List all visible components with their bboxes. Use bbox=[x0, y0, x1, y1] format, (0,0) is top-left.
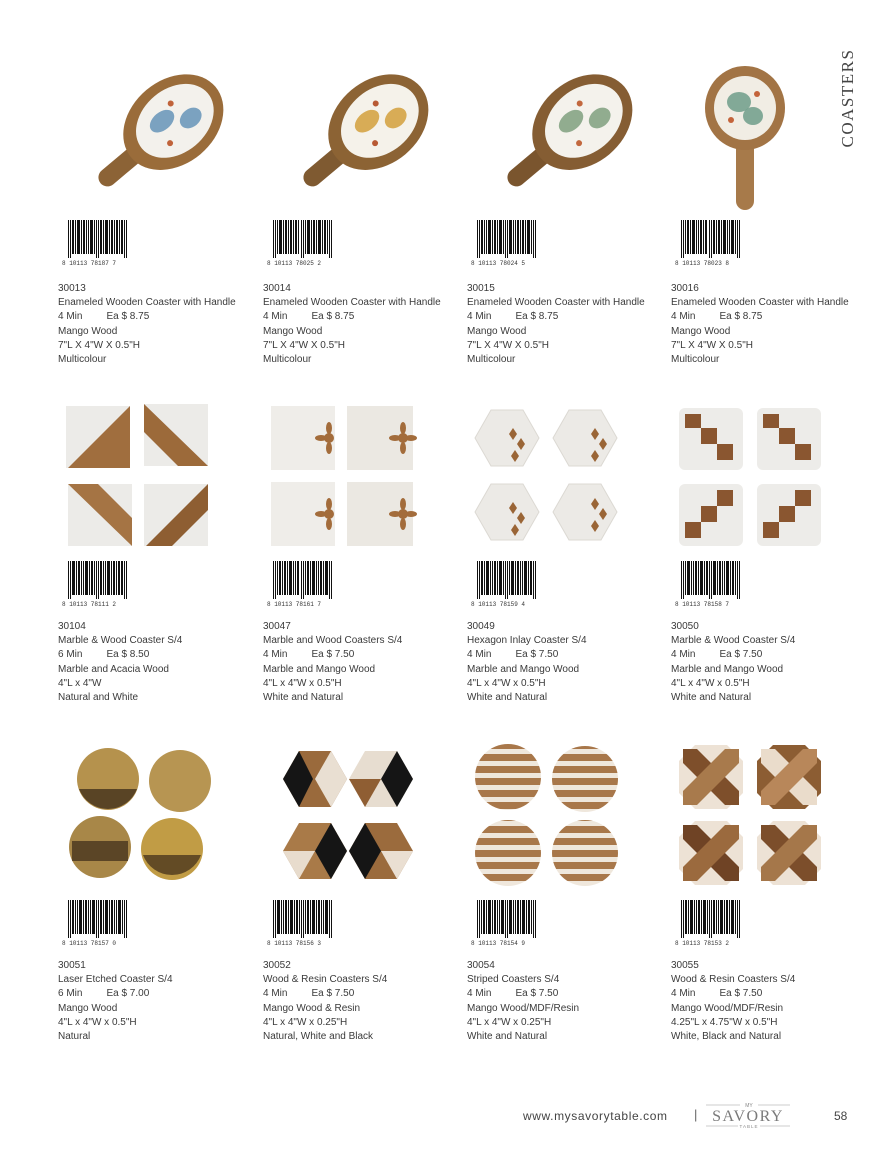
product-min-price bbox=[58, 310, 236, 324]
product-color: Natural bbox=[58, 1030, 91, 1042]
product-info bbox=[467, 959, 579, 1044]
barcode bbox=[675, 561, 745, 611]
product-image-wood-resin-octagons bbox=[671, 737, 871, 887]
barcode bbox=[267, 900, 337, 950]
product-price: Ea $ 7.50 bbox=[311, 988, 355, 1000]
product-min: 4 Min bbox=[58, 311, 83, 323]
product-min: 4 Min bbox=[467, 988, 492, 1000]
product-dimensions: 7"L X 4"W X 0.5"H bbox=[58, 339, 140, 351]
product-sku: 30104 bbox=[58, 621, 86, 632]
product-info bbox=[58, 620, 182, 705]
product-dimensions: 7"L X 4"W X 0.5"H bbox=[263, 339, 345, 351]
logo-my: MY bbox=[745, 1103, 753, 1109]
product-dimensions: 4.25"L x 4.75"W x 0.5"H bbox=[671, 1016, 778, 1028]
barcode-number: 8 10113 78023 8 bbox=[675, 260, 730, 267]
product-sku: 30052 bbox=[263, 960, 291, 971]
website-link[interactable]: www.mysavorytable.com bbox=[523, 1109, 668, 1123]
product-min-price bbox=[263, 987, 387, 1001]
barcode-bars bbox=[681, 220, 741, 258]
product-color: Natural, White and Black bbox=[263, 1030, 374, 1042]
product-image-handle-coaster-upright bbox=[671, 60, 871, 210]
barcode-bars bbox=[477, 900, 537, 938]
product-image-laser-etched-coasters bbox=[58, 737, 258, 887]
barcode-bars bbox=[477, 561, 537, 599]
product-price: Ea $ 7.50 bbox=[515, 988, 559, 1000]
barcode-bars bbox=[68, 220, 128, 258]
barcode-number: 8 10113 78156 3 bbox=[267, 940, 322, 947]
product-color: White and Natural bbox=[263, 691, 344, 703]
product-dimensions: 4"L x 4"W x 0.25"H bbox=[263, 1016, 348, 1028]
product-min-price bbox=[263, 310, 441, 324]
product-image-handle-coaster-green bbox=[467, 60, 667, 210]
product-min: 4 Min bbox=[671, 649, 696, 661]
product-min-price bbox=[671, 648, 795, 662]
product-image-striped-coasters bbox=[467, 737, 667, 887]
product-name: Enameled Wooden Coaster with Handle bbox=[671, 297, 849, 309]
product-min-price bbox=[467, 987, 579, 1001]
product-color: Natural and White bbox=[58, 691, 139, 703]
product-price: Ea $ 7.50 bbox=[719, 649, 763, 661]
barcode-number: 8 10113 78025 2 bbox=[267, 260, 322, 267]
product-info bbox=[671, 959, 795, 1044]
barcode-bars bbox=[68, 900, 128, 938]
product-image-marble-wood-triangles bbox=[58, 398, 258, 548]
product-sku: 30013 bbox=[58, 283, 86, 294]
product-dimensions: 4"L x 4"W x 0.5"H bbox=[671, 677, 750, 689]
barcode-bars bbox=[273, 220, 333, 258]
product-image-marble-step-inlay bbox=[671, 398, 871, 548]
product-min-price bbox=[467, 310, 645, 324]
product-dimensions: 7"L X 4"W X 0.5"H bbox=[671, 339, 753, 351]
product-material: Marble and Acacia Wood bbox=[58, 663, 169, 675]
product-min: 4 Min bbox=[671, 988, 696, 1000]
product-price: Ea $ 8.75 bbox=[719, 311, 763, 323]
barcode-number: 8 10113 78154 9 bbox=[471, 940, 526, 947]
footer-separator: | bbox=[694, 1107, 698, 1122]
logo-table: TABLE bbox=[739, 1124, 759, 1129]
product-material: Mango Wood & Resin bbox=[263, 1002, 361, 1014]
barcode bbox=[675, 900, 745, 950]
product-name: Laser Etched Coaster S/4 bbox=[58, 974, 173, 986]
product-dimensions: 4"L x 4"W x 0.5"H bbox=[263, 677, 342, 689]
product-min-price bbox=[467, 648, 587, 662]
product-min-price bbox=[58, 648, 182, 662]
product-min: 4 Min bbox=[263, 311, 288, 323]
product-image-marble-flower-inlay bbox=[263, 398, 463, 548]
barcode bbox=[267, 561, 337, 611]
product-price: Ea $ 7.50 bbox=[311, 649, 355, 661]
product-sku: 30054 bbox=[467, 960, 495, 971]
product-price: Ea $ 7.00 bbox=[106, 988, 150, 1000]
barcode-bars bbox=[273, 561, 333, 599]
product-info bbox=[263, 959, 387, 1044]
barcode bbox=[471, 900, 541, 950]
product-image-wood-resin-hexagons bbox=[263, 737, 463, 887]
product-min-price bbox=[58, 987, 173, 1001]
section-title: COASTERS bbox=[838, 48, 857, 148]
product-min: 4 Min bbox=[263, 649, 288, 661]
barcode-number: 8 10113 78187 7 bbox=[62, 260, 117, 267]
product-dimensions: 4"L x 4"W bbox=[58, 677, 102, 689]
product-price: Ea $ 8.75 bbox=[106, 311, 150, 323]
page-number: 58 bbox=[834, 1109, 848, 1123]
product-color: White and Natural bbox=[467, 1030, 548, 1042]
barcode-number: 8 10113 78153 2 bbox=[675, 940, 730, 947]
barcode-number: 8 10113 78161 7 bbox=[267, 601, 322, 608]
page-footer bbox=[0, 1097, 890, 1137]
barcode-bars bbox=[68, 561, 128, 599]
barcode-number: 8 10113 78111 2 bbox=[62, 601, 117, 608]
product-material: Mango Wood bbox=[671, 325, 731, 337]
product-name: Striped Coasters S/4 bbox=[467, 974, 560, 986]
product-info bbox=[58, 282, 236, 367]
product-info bbox=[671, 620, 795, 705]
product-info bbox=[467, 282, 645, 367]
product-dimensions: 4"L x 4"W x 0.5"H bbox=[58, 1016, 137, 1028]
product-material: Mango Wood bbox=[467, 325, 527, 337]
barcode-number: 8 10113 78158 7 bbox=[675, 601, 730, 608]
product-image-handle-coaster-blue bbox=[58, 60, 258, 210]
barcode bbox=[675, 220, 745, 270]
product-color: Multicolour bbox=[58, 353, 107, 365]
product-dimensions: 4"L x 4"W x 0.25"H bbox=[467, 1016, 552, 1028]
product-info bbox=[263, 620, 402, 705]
product-price: Ea $ 8.75 bbox=[311, 311, 355, 323]
product-material: Mango Wood/MDF/Resin bbox=[671, 1002, 784, 1014]
product-min: 4 Min bbox=[467, 311, 492, 323]
product-info bbox=[671, 282, 849, 367]
product-material: Marble and Mango Wood bbox=[467, 663, 580, 675]
product-sku: 30015 bbox=[467, 283, 495, 294]
product-name: Wood & Resin Coasters S/4 bbox=[263, 974, 388, 986]
barcode bbox=[62, 561, 132, 611]
barcode-bars bbox=[681, 561, 741, 599]
barcode bbox=[62, 900, 132, 950]
product-color: Multicolour bbox=[263, 353, 312, 365]
logo-savory: SAVORY bbox=[712, 1108, 784, 1125]
product-image-hexagon-inlay bbox=[467, 398, 667, 548]
product-min: 6 Min bbox=[58, 649, 83, 661]
product-min: 4 Min bbox=[467, 649, 492, 661]
product-min-price bbox=[263, 648, 402, 662]
product-name: Enameled Wooden Coaster with Handle bbox=[467, 297, 645, 309]
product-sku: 30014 bbox=[263, 283, 291, 294]
product-color: White, Black and Natural bbox=[671, 1030, 782, 1042]
product-dimensions: 4"L x 4"W x 0.5"H bbox=[467, 677, 546, 689]
product-price: Ea $ 7.50 bbox=[719, 988, 763, 1000]
product-color: White and Natural bbox=[671, 691, 752, 703]
barcode bbox=[471, 561, 541, 611]
barcode-number: 8 10113 78024 5 bbox=[471, 260, 526, 267]
product-material: Mango Wood bbox=[263, 325, 323, 337]
barcode-bars bbox=[477, 220, 537, 258]
product-info bbox=[263, 282, 441, 367]
product-name: Marble & Wood Coaster S/4 bbox=[671, 635, 796, 647]
barcode-bars bbox=[273, 900, 333, 938]
product-sku: 30047 bbox=[263, 621, 291, 632]
product-name: Hexagon Inlay Coaster S/4 bbox=[467, 635, 587, 647]
product-image-handle-coaster-yellow bbox=[263, 60, 463, 210]
barcode-number: 8 10113 78159 4 bbox=[471, 601, 526, 608]
product-dimensions: 7"L X 4"W X 0.5"H bbox=[467, 339, 549, 351]
product-min-price bbox=[671, 987, 795, 1001]
product-sku: 30016 bbox=[671, 283, 699, 294]
product-name: Wood & Resin Coasters S/4 bbox=[671, 974, 796, 986]
product-material: Mango Wood bbox=[58, 325, 118, 337]
product-min: 6 Min bbox=[58, 988, 83, 1000]
product-sku: 30049 bbox=[467, 621, 495, 632]
barcode bbox=[267, 220, 337, 270]
product-min: 4 Min bbox=[263, 988, 288, 1000]
product-color: Multicolour bbox=[671, 353, 720, 365]
product-material: Mango Wood bbox=[58, 1002, 118, 1014]
product-name: Marble and Wood Coasters S/4 bbox=[263, 635, 403, 647]
product-name: Enameled Wooden Coaster with Handle bbox=[58, 297, 236, 309]
product-sku: 30055 bbox=[671, 960, 699, 971]
product-info bbox=[467, 620, 587, 705]
barcode-number: 8 10113 78157 0 bbox=[62, 940, 117, 947]
barcode bbox=[62, 220, 132, 270]
product-color: Multicolour bbox=[467, 353, 516, 365]
product-name: Enameled Wooden Coaster with Handle bbox=[263, 297, 441, 309]
product-min: 4 Min bbox=[671, 311, 696, 323]
product-min-price bbox=[671, 310, 849, 324]
product-sku: 30051 bbox=[58, 960, 86, 971]
product-color: White and Natural bbox=[467, 691, 548, 703]
product-sku: 30050 bbox=[671, 621, 699, 632]
barcode bbox=[471, 220, 541, 270]
product-material: Mango Wood/MDF/Resin bbox=[467, 1002, 580, 1014]
product-price: Ea $ 8.75 bbox=[515, 311, 559, 323]
product-price: Ea $ 8.50 bbox=[106, 649, 150, 661]
savory-table-logo bbox=[704, 1099, 800, 1133]
barcode-bars bbox=[681, 900, 741, 938]
product-material: Marble and Mango Wood bbox=[671, 663, 784, 675]
product-material: Marble and Mango Wood bbox=[263, 663, 376, 675]
product-name: Marble & Wood Coaster S/4 bbox=[58, 635, 183, 647]
product-price: Ea $ 7.50 bbox=[515, 649, 559, 661]
product-info bbox=[58, 959, 173, 1044]
